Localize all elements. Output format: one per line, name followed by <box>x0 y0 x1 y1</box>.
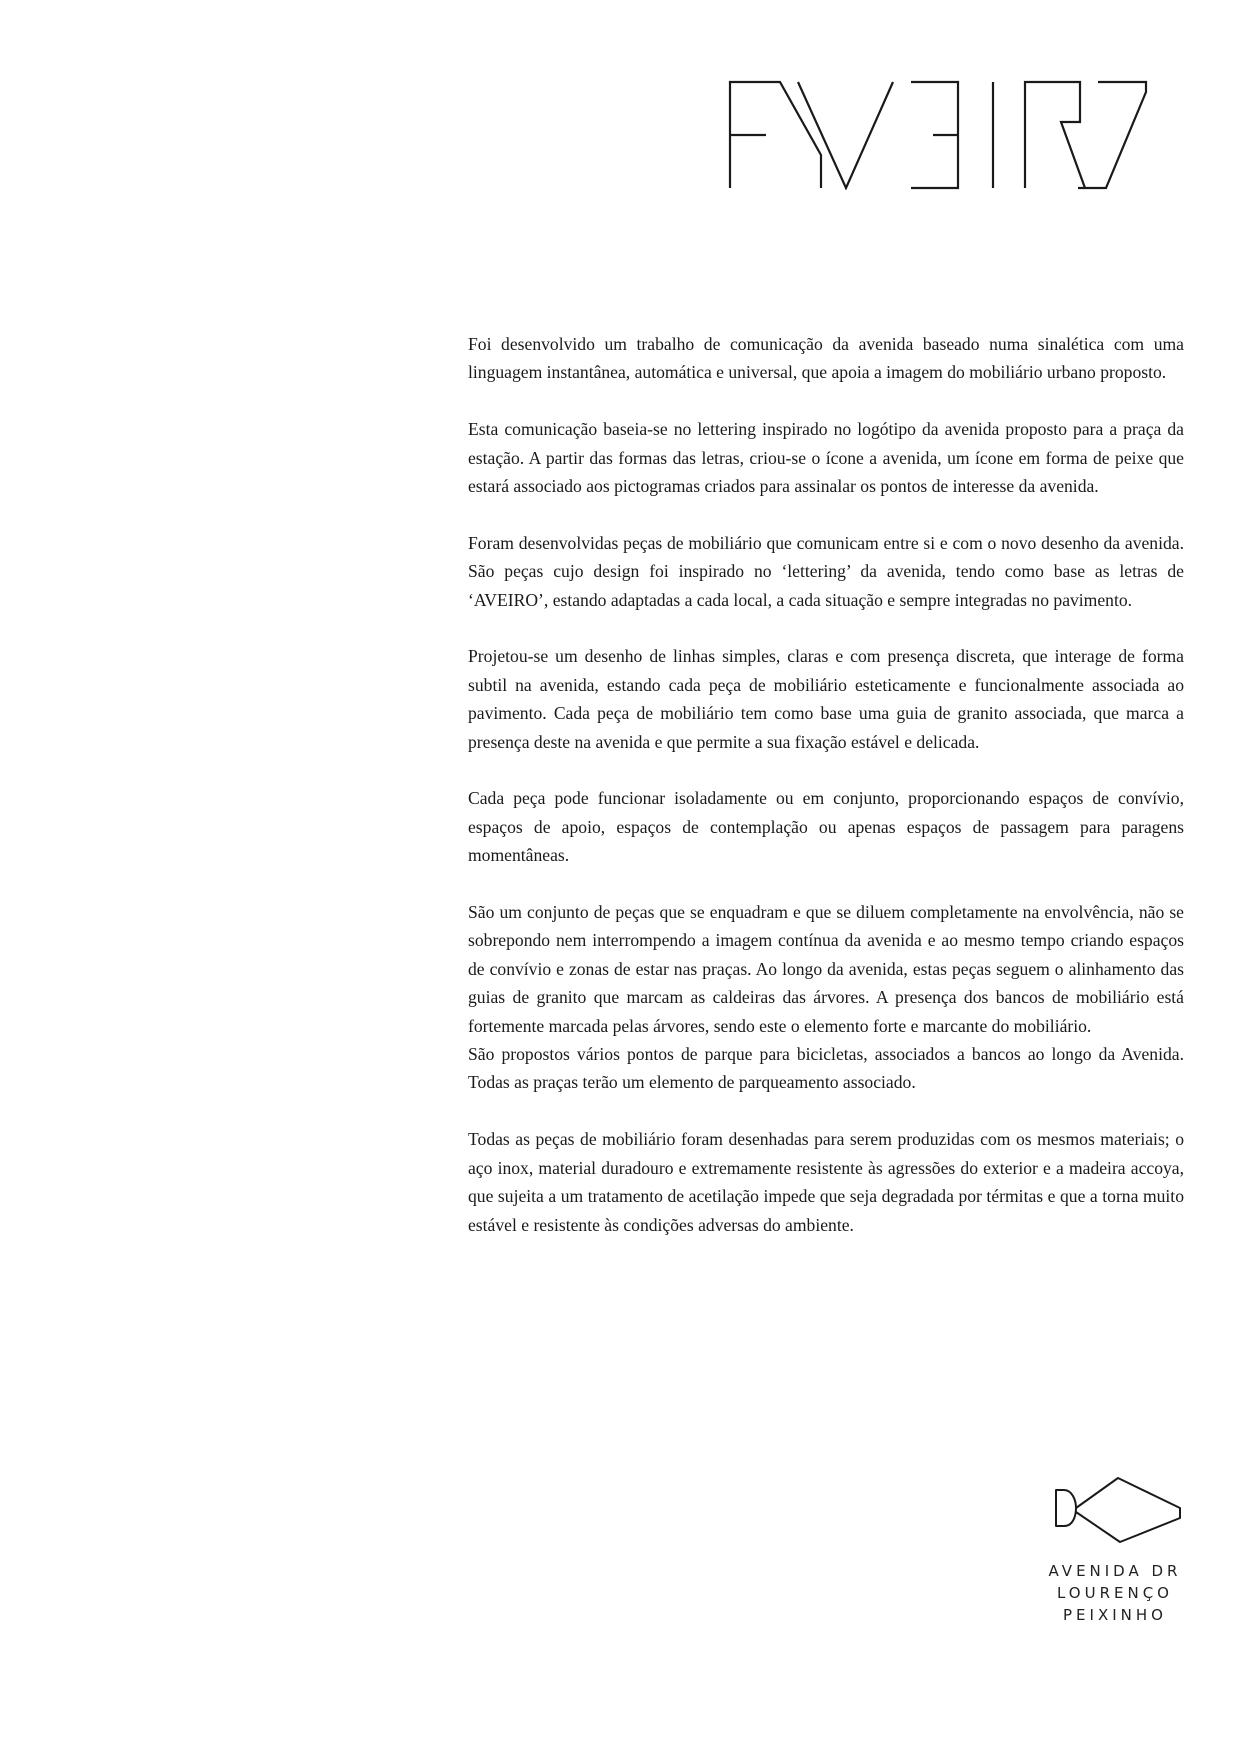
caption-line: PEIXINHO <box>1063 1606 1167 1624</box>
paragraph: Foram desenvolvidas peças de mobiliário que comunicam entre si e com o novo desenho da avenida. São peças cujo design foi inspirado no ‘lettering’ da avenida, tendo como base as letras de ‘AVEIRO’, estando adaptadas a cada local, a cada situação e sempre integradas no pavimento. <box>468 532 1184 610</box>
paragraph: São propostos vários pontos de parque para bicicletas, associados a bancos ao longo da Avenida. Todas as praças terão um elemento de parqueamento associado. <box>468 1044 1184 1093</box>
paragraph: Esta comunicação baseia-se no lettering inspirado no logótipo da avenida proposto para a praça da estação. A partir das formas das letras, criou-se o ícone a avenida, um ícone em forma de peixe que estará associado aos pictogramas criados para assinalar os pontos de interesse da avenida. <box>468 419 1184 497</box>
paragraph: São um conjunto de peças que se enquadram e que se diluem completamente na envolvência, não se sobrepondo nem interrompendo a imagem contínua da avenida e ao mesmo tempo criando espaços de convívio e zonas de estar nas praças. Ao longo da avenida, estas peças seguem o alinhamento das guias de granito que marcam as caldeiras das árvores. A presença dos bancos de mobiliário está fortemente marcada pelas árvores, sendo este o elemento forte e marcante do mobiliário. <box>468 902 1184 1036</box>
aveiro-lettering-icon <box>728 80 1148 190</box>
caption-line: AVENIDA DR <box>1048 1562 1182 1580</box>
paragraph: Todas as peças de mobiliário foram desenhadas para serem produzidas com os mesmos materiais; o aço inox, material duradouro e extremamente resistente às agressões do exterior e a madeira accoya, que sujeita a um tratamento de acetilação impede que seja degradada por térmitas e que a torna muito estável e resistente às condições adversas do ambiente. <box>468 1129 1184 1235</box>
aveiro-logo <box>728 80 1148 190</box>
paragraph: Projetou-se um desenho de linhas simples, claras e com presença discreta, que interage de forma subtil na avenida, estando cada peça de mobiliário esteticamente e funcionalmente associada ao pavimento. Cada peça de mobiliário tem como base uma guia de granito associada, que marca a presença deste na avenida e que permite a sua fixação estável e delicada. <box>468 646 1184 752</box>
body-text <box>468 330 1184 1267</box>
caption-line: LOURENÇO <box>1056 1584 1173 1602</box>
paragraph: Foi desenvolvido um trabalho de comunicação da avenida baseado numa sinalética com uma linguagem instantânea, automática e universal, que apoia a imagem do mobiliário urbano proposto. <box>468 334 1184 383</box>
avenue-caption <box>1040 1560 1190 1626</box>
fish-icon <box>1054 1474 1184 1546</box>
fish-logo <box>1054 1474 1184 1546</box>
paragraph: Cada peça pode funcionar isoladamente ou em conjunto, proporcionando espaços de convívio, espaços de apoio, espaços de contemplação ou apenas espaços de passagem para paragens momentâneas. <box>468 788 1184 866</box>
